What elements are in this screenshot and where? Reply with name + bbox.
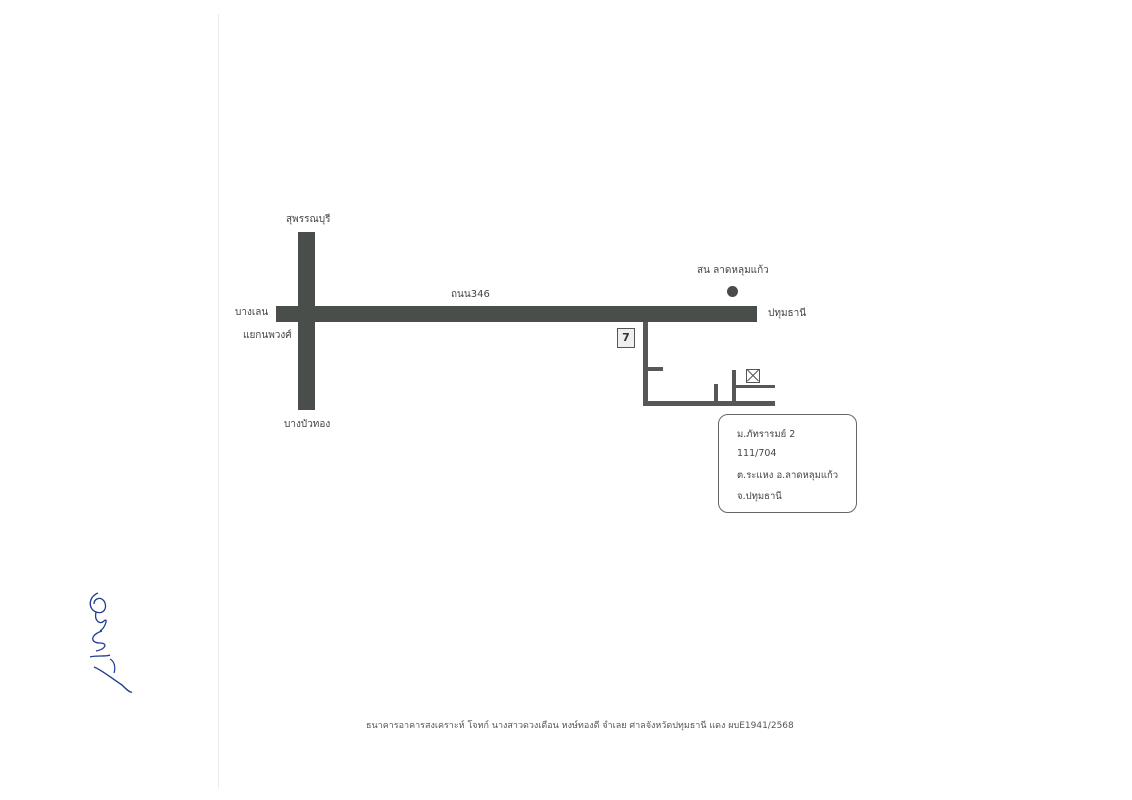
label-noppawong-junction: แยกนพวงศ์ [243,330,292,341]
label-lat-lum-kaeo: สน ลาดหลุมแก้ว [697,265,769,276]
label-road-346: ถนน346 [451,289,490,300]
handwritten-signature [80,585,140,700]
label-suphanburi: สุพรรณบุรี [286,214,331,225]
page-fold-line [218,14,219,789]
soi-stub-short [714,384,718,404]
label-bang-bua-thong: บางบัวทอง [284,419,331,430]
side-road-branch [648,367,663,371]
seven-eleven-store-icon: 7 [617,328,635,348]
road-346 [276,306,757,322]
house-location-icon [746,369,760,383]
address-line-village: ม.ภัทรารมย์ 2 [737,429,796,440]
soi-lane-upper [736,385,775,388]
address-line-district: ต.ระแหง อ.ลาดหลุมแก้ว [737,470,839,481]
case-footer-note: ธนาคารอาคารสงเคราะห์ โจทก์ นางสาวดวงเดือน หงษ์ทองดี จำเลย ศาลจังหวัดปทุมธานี แดง ผบE1941/2568 [366,721,794,731]
address-line-province: จ.ปทุมธานี [737,491,782,502]
label-bang-len: บางเลน [235,307,269,318]
side-road-main [643,322,648,406]
address-line-number: 111/704 [737,448,777,459]
landmark-dot [727,286,738,297]
soi-lane-bottom [643,401,775,406]
label-pathum-thani: ปทุมธานี [768,308,807,319]
address-box [718,414,857,513]
